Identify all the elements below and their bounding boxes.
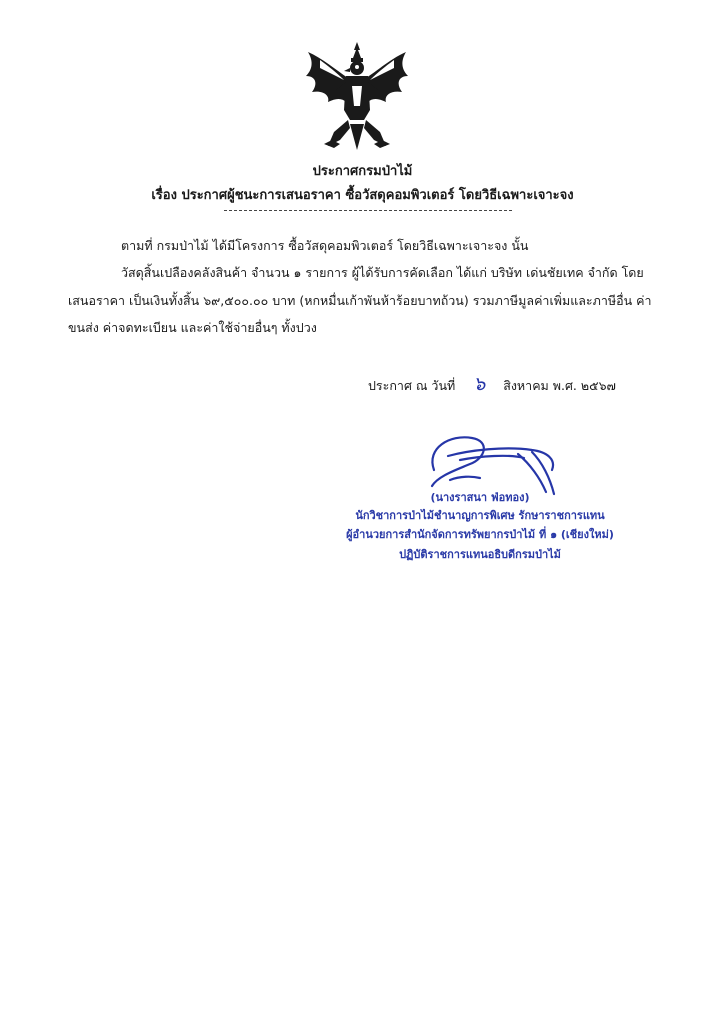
body-paragraph-line: เสนอราคา เป็นเงินทั้งสิ้น ๖๙,๕๐๐.๐๐ บาท (หกหมื่นเก้าพันห้าร้อยบาทถ้วน) รวมภาษีมูลค่าเพิ่มและภาษีอื่น ค่า bbox=[68, 293, 652, 308]
body-paragraph-line: วัสดุสิ้นเปลืองคลังสินค้า จำนวน ๑ รายการ ผู้ได้รับการคัดเลือก ได้แก่ บริษัท เด่นชัยเทค จำกัด โดย bbox=[121, 265, 644, 280]
date-day-handwritten: ๖ bbox=[473, 373, 486, 395]
signatory-position: นักวิชาการป่าไม้ชำนาญการพิเศษ รักษาราชการแทน bbox=[355, 509, 605, 522]
signatory-name: (นางราสนา ฟ่อทอง) bbox=[430, 491, 530, 504]
announcement-subject: เรื่อง ประกาศผู้ชนะการเสนอราคา ซื้อวัสดุคอมพิวเตอร์ โดยวิธีเฉพาะเจาะจง bbox=[151, 188, 574, 203]
signatory-position: ปฏิบัติราชการแทนอธิบดีกรมป่าไม้ bbox=[399, 548, 561, 561]
agency-title: ประกาศกรมป่าไม้ bbox=[312, 164, 413, 179]
title-divider bbox=[224, 210, 512, 211]
date-month-year: สิงหาคม พ.ศ. ๒๕๖๗ bbox=[503, 378, 616, 393]
body-paragraph-line: ขนส่ง ค่าจดทะเบียน และค่าใช้จ่ายอื่นๆ ทั้งปวง bbox=[68, 320, 317, 335]
body-paragraph-line: ตามที่ กรมป่าไม้ ได้มีโครงการ ซื้อวัสดุคอมพิวเตอร์ โดยวิธีเฉพาะเจาะจง นั้น bbox=[121, 238, 529, 253]
signatory-position: ผู้อำนวยการสำนักจัดการทรัพยากรป่าไม้ ที่ ๑ (เชียงใหม่) bbox=[346, 528, 614, 541]
announcement-date bbox=[368, 369, 616, 399]
garuda-emblem-icon bbox=[300, 40, 414, 152]
date-prefix: ประกาศ ณ วันที่ bbox=[368, 378, 456, 393]
